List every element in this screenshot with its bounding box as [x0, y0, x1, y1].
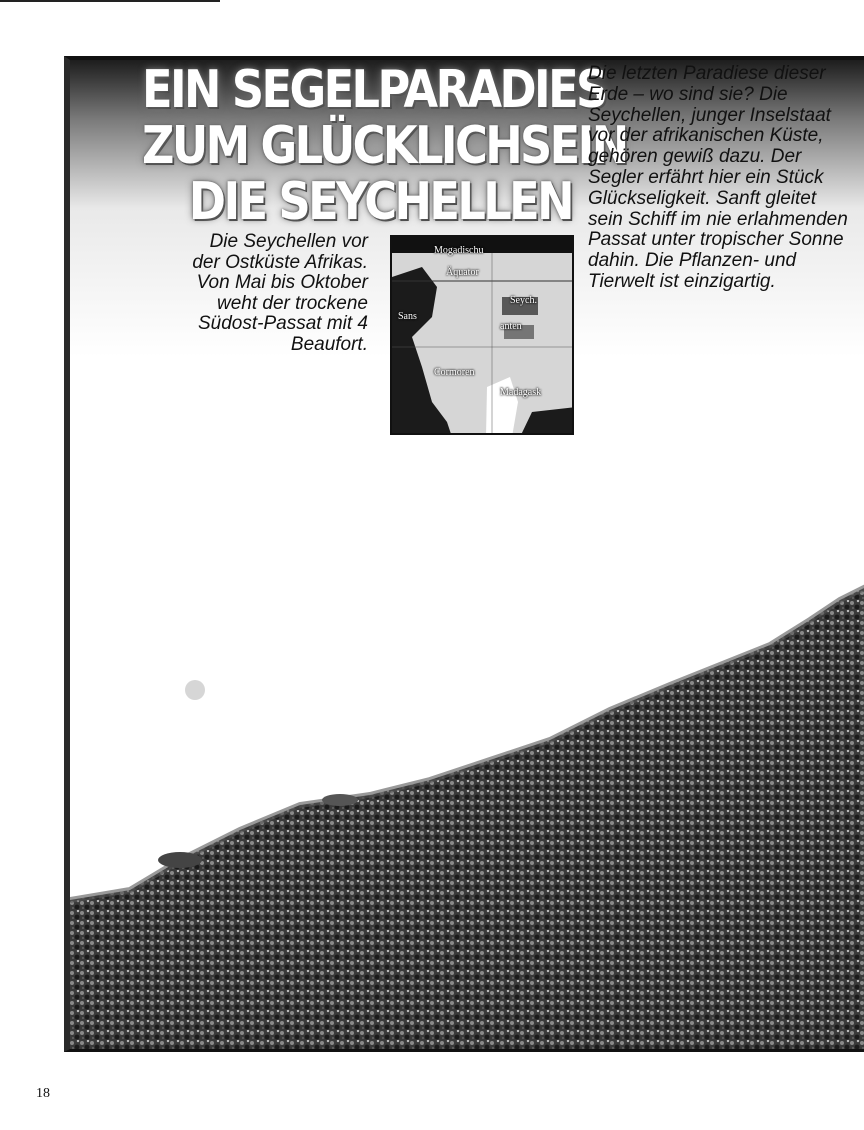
map-caption: Die Seychellen vor der Ostküste Afrikas. Von Mai bis Oktober weht der trockene Südost-Passat mit 4 Beaufort.	[192, 231, 368, 355]
map-label-aequator: Äquator	[446, 267, 479, 278]
map-label-mogadischu: Mogadischu	[434, 245, 484, 256]
map-label-comoren: Cormoren	[434, 367, 475, 378]
map-label-sansibar: Sans	[398, 311, 417, 322]
headline-line-3: DIE SEYCHELLEN	[188, 172, 572, 232]
page-number: 18	[36, 1086, 50, 1101]
headline-line-1: EIN SEGELPARADIES	[142, 60, 606, 120]
map-label-amiranten: anten	[500, 321, 522, 332]
article-headline	[142, 60, 627, 232]
seychelles-locator-map	[390, 235, 574, 435]
map-graphic	[392, 237, 574, 435]
map-label-madagaskar: Madagask	[500, 387, 542, 398]
headline-line-2: ZUM GLÜCKLICHSEIN	[142, 116, 627, 176]
article-intro: Die letzten Paradiese dieser Erde – wo sind sie? Die Seychellen, junger Inselstaat vor der afrikanischen Küste, gehören gewiß dazu. Der Segler erfährt hier ein Stück Glückseligkeit. Sanft gleitet sein Schiff im nie erlahmenden Passat unter tropischer Sonne dahin. Die Pflanzen- und Tierwelt ist einzigartig.	[588, 63, 848, 292]
map-label-seychellen: Seych.	[510, 295, 537, 306]
top-rule	[0, 0, 220, 2]
